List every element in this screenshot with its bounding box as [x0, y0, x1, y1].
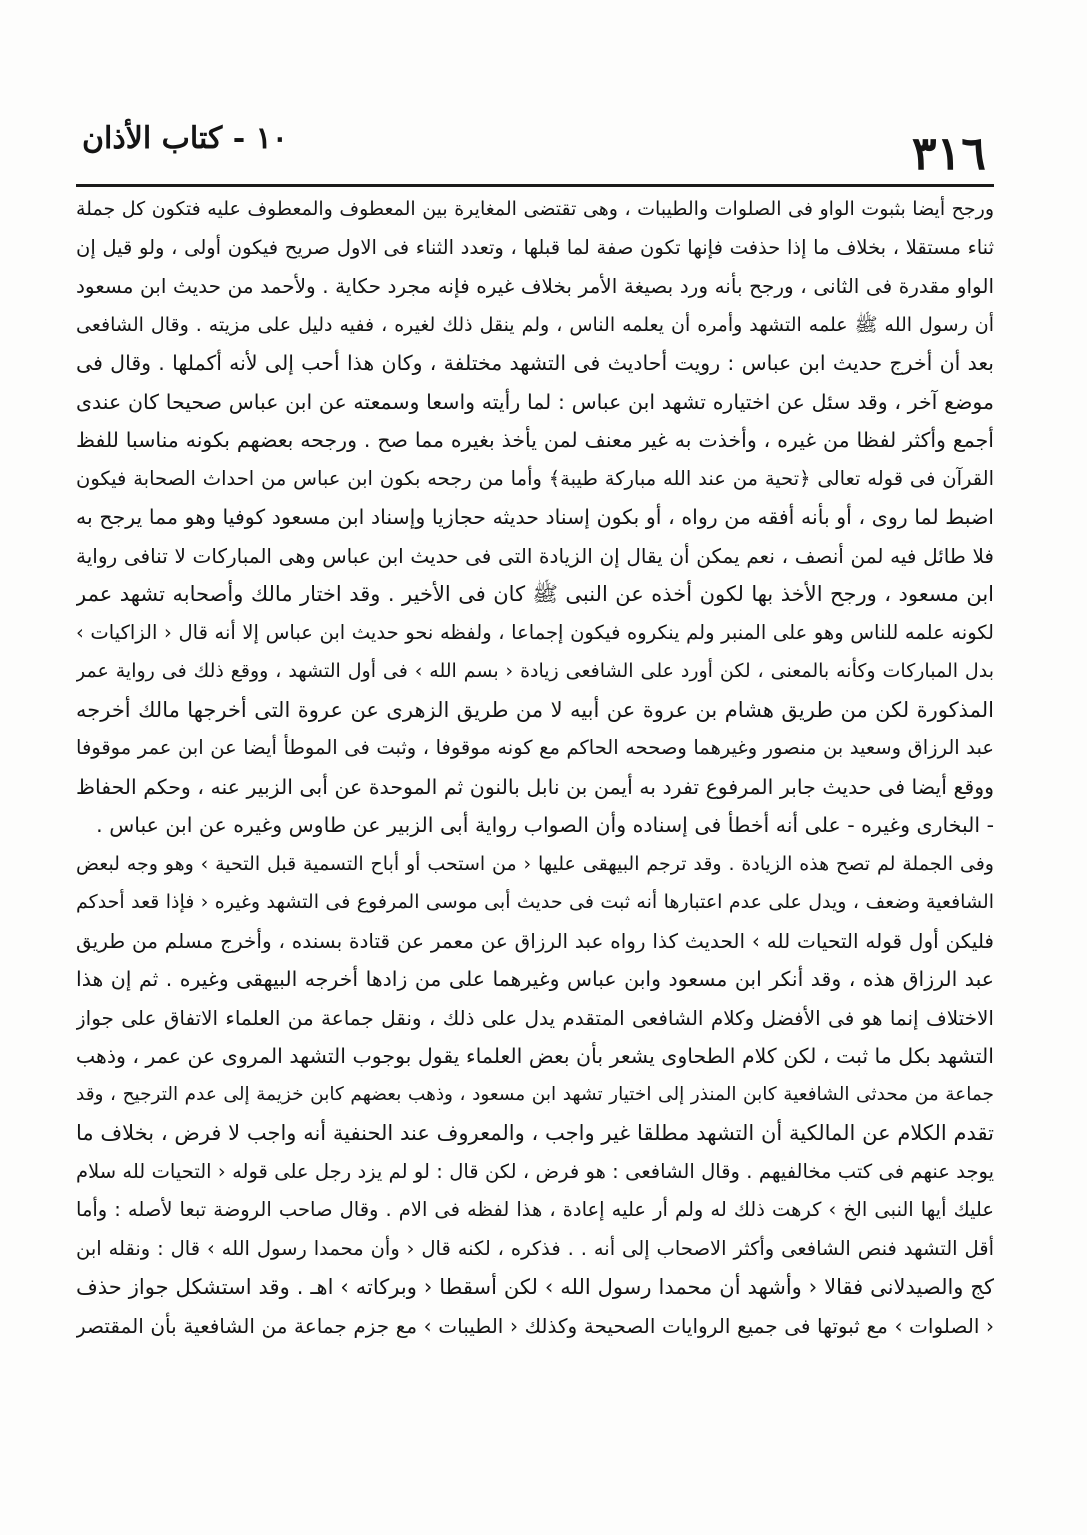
- text-line: - البخارى وغيره - على أنه أخطأ فى إسناده وأن الصواب رواية أبى الزبير عن طاوس وغيره عن ابن عباس .: [96, 813, 994, 837]
- text-line: فليكن أول قوله التحيات لله › الحديث كذا رواه عبد الرزاق عن معمر عن قتادة بسنده ، وأخرج مسلم من طريق: [76, 928, 994, 953]
- text-line: الواو مقدرة فى الثانى ، ورجح بأنه ورد بصيغة الأمر بخلاف غيره فإنه مجرد حكاية . ولأحمد من حديث ابن مسعود: [76, 274, 994, 298]
- text-line: الاختلاف إنما هو فى الأفضل وكلام الشافعى المتقدم يدل على ذلك ، ونقل جماعة من العلماء الاتفاق على جواز: [76, 1005, 994, 1030]
- text-line: موضع آخر ، وقد سئل عن اختياره تشهد ابن عباس : لما رأيته واسعا وسمعته عن ابن عباس صحيحا كان عندى: [76, 389, 994, 414]
- text-line: لكونه علمه للناس وهو على المنبر ولم ينكروه فيكون إجماعا ، ولفظه نحو حديث ابن عباس إلا أنه قال ‹ الزاكيات ›: [76, 620, 994, 644]
- page-number: ٣١٦: [911, 126, 986, 180]
- text-line: أن رسول الله ﷺ علمه التشهد وأمره أن يعلمه الناس ، ولم ينقل ذلك لغيره ، ففيه دليل على مزيته . وقال الشافعى: [76, 313, 994, 336]
- text-line: بدل المباركات وكأنه بالمعنى ، لكن أورد على الشافعى زيادة ‹ بسم الله › فى أول التشهد ، ووقع ذلك فى رواية عمر: [76, 660, 994, 682]
- text-line: وفى الجملة لم تصح هذه الزيادة . وقد ترجم البيهقى عليها ‹ من استحب أو أباح التسمية قبل التحية › وهو وجه لبعض: [76, 852, 994, 875]
- text-line: اضبط لما روى ، أو بأنه أفقه من رواه ، أو بكون إسناد حديثه حجازيا وإسناد ابن مسعود كوفيا وهو مما يرجح به: [76, 505, 994, 529]
- text-line: عبد الرزاق هذه ، وقد أنكر ابن مسعود وابن عباس وغيرهما على من زادها أخرجه البيهقى وغيره . ثم إن هذا: [76, 967, 994, 991]
- text-line: القرآن فى قوله تعالى ﴿تحية من عند الله مباركة طيبة﴾ وأما من رجحه بكون ابن عباس من احداث الصحابة فيكون: [76, 466, 994, 490]
- text-line: ورجح أيضا بثبوت الواو فى الصلوات والطيبات ، وهى تقتضى المغايرة بين المعطوف والمعطوف عليه فتكون كل جملة: [76, 198, 994, 220]
- text-line: جماعة من محدثى الشافعية كابن المنذر إلى اختيار تشهد ابن مسعود ، وذهب بعضهم كابن خزيمة إلى عدم الترجيح ، وقد: [76, 1083, 994, 1105]
- text-line: أقل التشهد فنص الشافعى وأكثر الاصحاب إلى أنه . . فذكره ، لكنه قال ‹ وأن محمدا رسول الله › قال : ونقله ابن: [76, 1236, 994, 1260]
- text-line: ‹ الصلوات › مع ثبوتها فى جميع الروايات الصحيحة وكذلك ‹ الطيبات › مع جزم جماعة من الشافعية بأن المقتصر: [76, 1313, 994, 1338]
- text-line: عبد الرزاق وسعيد بن منصور وغيرهما وصححه الحاكم مع كونه موقوفا ، وثبت فى الموطأ أيضا عن ابن عمر موقوفا: [76, 736, 994, 759]
- page-header: [76, 110, 994, 180]
- text-line: المذكورة لكن من طريق هشام بن عروة عن أبيه لا من طريق الزهرى عن عروة التى أخرجها مالك أخرجه: [76, 697, 994, 722]
- text-line: يوجد عنهم فى كتب مخالفيهم . وقال الشافعى : هو فرض ، لكن قال : لو لم يزد رجل على قوله ‹ التحيات لله سلام: [76, 1159, 994, 1183]
- text-line: عليك أيها النبى الخ › كرهت ذلك له ولم أر عليه إعادة ، هذا لفظه فى الام . وقال صاحب الروضة تبعا لأصله : وأما: [76, 1198, 994, 1221]
- text-line: ابن مسعود ، ورجح الأخذ بها لكون أخذه عن النبى ﷺ كان فى الأخير . وقد اختار مالك وأصحابه تشهد عمر: [76, 582, 994, 606]
- text-line: تقدم الكلام عن المالكية أن التشهد مطلقا غير واجب ، والمعروف عند الحنفية أنه واجب لا فرض ، بخلاف ما: [76, 1121, 994, 1145]
- text-line: أجمع وأكثر لفظا من غيره ، وأخذت به غير معنف لمن يأخذ بغيره مما صح . ورجحه بعضهم بكونه مناسبا للفظ: [76, 428, 994, 452]
- text-line: كج والصيدلانى فقالا ‹ وأشهد أن محمدا رسول الله › لكن أسقطا ‹ وبركاته › اهـ . وقد استشكل جواز حذف: [76, 1275, 994, 1299]
- header-rule: [76, 184, 994, 187]
- text-line: ثناء مستقلا ، بخلاف ما إذا حذفت فإنها تكون صفة لما قبلها ، وتعدد الثناء فى الاول صريح فيكون أولى ، ولو قيل إن: [76, 235, 994, 259]
- text-line: فلا طائل فيه لمن أنصف ، نعم يمكن أن يقال إن الزيادة التى فى حديث ابن عباس وهى المباركات لا تنافى رواية: [76, 543, 994, 568]
- text-line: التشهد بكل ما ثبت ، لكن كلام الطحاوى يشعر بأن بعض العلماء يقول بوجوب التشهد المروى عن عمر ، وذهب: [76, 1044, 994, 1068]
- running-head: ١٠ - كتاب الأذان: [82, 121, 288, 156]
- text-line: الشافعية وضعف ، ويدل على عدم اعتبارها أنه ثبت فى حديث أبى موسى المرفوع فى التشهد وغيره ‹ فإذا قعد أحدكم: [76, 891, 994, 913]
- text-line: ووقع أيضا فى حديث جابر المرفوع تفرد به أيمن بن نابل بالنون ثم الموحدة عن أبى الزبير عنه ، وحكم الحفاظ: [76, 774, 994, 799]
- body-text: [76, 190, 994, 1345]
- text-line: بعد أن أخرج حديث ابن عباس : رويت أحاديث فى التشهد مختلفة ، وكان هذا أحب إلى لأنه أكملها . وقال فى: [76, 351, 994, 375]
